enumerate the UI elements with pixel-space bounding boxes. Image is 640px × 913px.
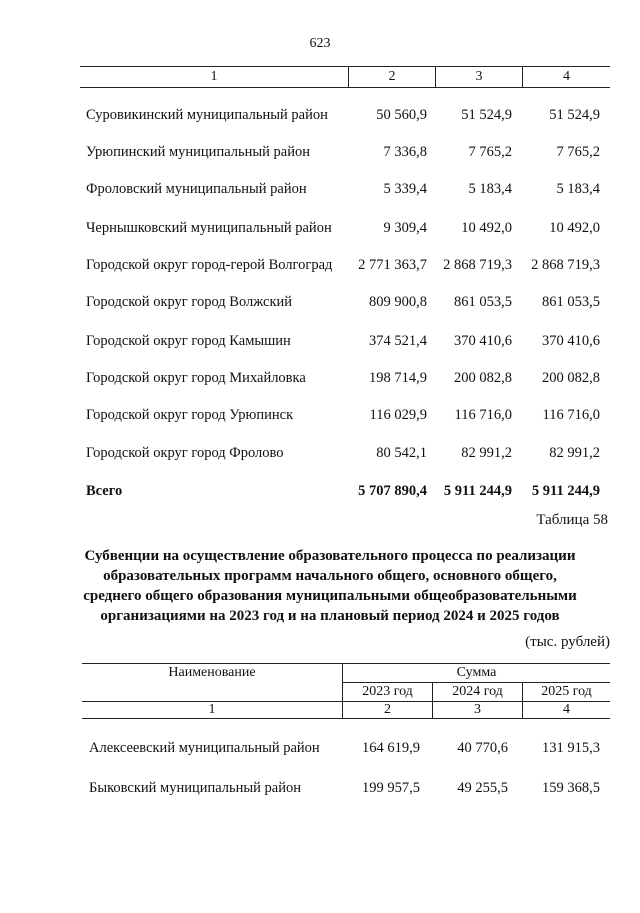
table-row bbox=[0, 255, 640, 275]
table-row bbox=[0, 778, 640, 798]
row-value-2024: 10 492,0 bbox=[461, 220, 512, 236]
table1-header-col-2: 2 bbox=[388, 69, 396, 84]
table-row bbox=[0, 179, 640, 199]
table1-header bbox=[80, 66, 610, 88]
row-value-2024: 370 410,6 bbox=[454, 333, 512, 349]
row-value-2025: 200 082,8 bbox=[542, 370, 600, 386]
table-row bbox=[0, 105, 640, 125]
header-num-1: 1 bbox=[208, 702, 216, 717]
row-value-2024: 116 716,0 bbox=[454, 407, 512, 423]
table-row bbox=[0, 443, 640, 463]
row-value-2025: 370 410,6 bbox=[542, 333, 600, 349]
row-value-2025: 131 915,3 bbox=[542, 740, 600, 756]
row-value-2024: 861 053,5 bbox=[454, 294, 512, 310]
table-title bbox=[40, 546, 620, 626]
row-value-2025: 116 716,0 bbox=[542, 407, 600, 423]
total-value-2024: 5 911 244,9 bbox=[443, 483, 512, 499]
table1-header-col-4: 4 bbox=[563, 69, 570, 84]
table-title-line: организациями на 2023 год и на плановый период 2024 и 2025 годов bbox=[100, 608, 560, 624]
row-value-2023: 164 619,9 bbox=[362, 740, 420, 756]
row-value-2025: 159 368,5 bbox=[542, 780, 600, 796]
total-value-2025: 5 911 244,9 bbox=[531, 483, 600, 499]
row-value-2024: 200 082,8 bbox=[454, 370, 512, 386]
units-label: (тыс. рублей) bbox=[525, 634, 610, 650]
table-total-row bbox=[0, 481, 640, 501]
row-value-2025: 51 524,9 bbox=[549, 107, 600, 123]
row-name: Городской округ город Фролово bbox=[86, 445, 284, 461]
row-name: Городской округ город Михайловка bbox=[86, 370, 306, 386]
row-value-2023: 50 560,9 bbox=[376, 107, 427, 123]
row-value-2024: 7 765,2 bbox=[468, 144, 512, 160]
row-value-2024: 82 991,2 bbox=[461, 445, 512, 461]
header-num-3: 3 bbox=[474, 702, 481, 717]
row-value-2024: 49 255,5 bbox=[457, 780, 508, 796]
row-value-2023: 199 957,5 bbox=[362, 780, 420, 796]
total-label: Всего bbox=[86, 483, 123, 499]
table-title-line: Субвенции на осуществление образовательного процесса по реализации bbox=[84, 548, 576, 564]
header-num-2: 2 bbox=[384, 702, 391, 717]
table1-header-col-1: 1 bbox=[210, 69, 218, 84]
header-year-2025: 2025 год bbox=[541, 684, 592, 699]
row-value-2025: 7 765,2 bbox=[556, 144, 600, 160]
table1-header-col-3: 3 bbox=[475, 69, 483, 84]
row-name: Фроловский муниципальный район bbox=[86, 181, 307, 197]
row-value-2024: 2 868 719,3 bbox=[443, 257, 512, 273]
table-row bbox=[0, 218, 640, 238]
header-num-4: 4 bbox=[563, 702, 570, 717]
row-name: Чернышковский муниципальный район bbox=[86, 220, 332, 236]
row-name: Городской округ город Урюпинск bbox=[86, 407, 294, 423]
table-row bbox=[0, 405, 640, 425]
row-value-2025: 10 492,0 bbox=[549, 220, 600, 236]
row-value-2023: 198 714,9 bbox=[369, 370, 427, 386]
table-row bbox=[0, 292, 640, 312]
total-value-2023: 5 707 890,4 bbox=[358, 483, 427, 499]
table-title-line: образовательных программ начального общего, основного общего, bbox=[103, 568, 557, 584]
table-row bbox=[0, 142, 640, 162]
row-name: Городской округ город-герой Волгоград bbox=[86, 257, 333, 273]
table-row bbox=[0, 368, 640, 388]
header-sum: Сумма bbox=[456, 665, 497, 680]
row-value-2023: 2 771 363,7 bbox=[358, 257, 427, 273]
header-year-2023: 2023 год bbox=[362, 684, 413, 699]
row-value-2023: 80 542,1 bbox=[376, 445, 427, 461]
row-value-2024: 40 770,6 bbox=[457, 740, 508, 756]
table-row bbox=[0, 331, 640, 351]
table-row bbox=[0, 738, 640, 758]
row-value-2023: 116 029,9 bbox=[369, 407, 427, 423]
header-name: Наименование bbox=[168, 665, 256, 680]
row-value-2025: 82 991,2 bbox=[549, 445, 600, 461]
header-year-2024: 2024 год bbox=[452, 684, 503, 699]
row-name: Алексеевский муниципальный район bbox=[89, 740, 320, 756]
table-number-label: Таблица 58 bbox=[536, 512, 608, 528]
row-value-2024: 5 183,4 bbox=[468, 181, 512, 197]
row-name: Быковский муниципальный район bbox=[89, 780, 301, 796]
table2-header bbox=[82, 663, 610, 719]
row-value-2024: 51 524,9 bbox=[461, 107, 512, 123]
row-value-2025: 861 053,5 bbox=[542, 294, 600, 310]
row-name: Городской округ город Волжский bbox=[86, 294, 293, 310]
row-value-2023: 5 339,4 bbox=[383, 181, 427, 197]
row-value-2025: 5 183,4 bbox=[556, 181, 600, 197]
row-value-2023: 809 900,8 bbox=[369, 294, 427, 310]
row-value-2023: 9 309,4 bbox=[383, 220, 427, 236]
row-name: Городской округ город Камышин bbox=[86, 333, 291, 349]
row-name: Урюпинский муниципальный район bbox=[86, 144, 310, 160]
row-value-2023: 374 521,4 bbox=[369, 333, 427, 349]
table-title-line: среднего общего образования муниципальными общеобразовательными bbox=[83, 588, 577, 604]
row-value-2023: 7 336,8 bbox=[383, 144, 427, 160]
page-number: 623 bbox=[309, 36, 331, 51]
row-name: Суровикинский муниципальный район bbox=[86, 107, 328, 123]
row-value-2025: 2 868 719,3 bbox=[531, 257, 600, 273]
